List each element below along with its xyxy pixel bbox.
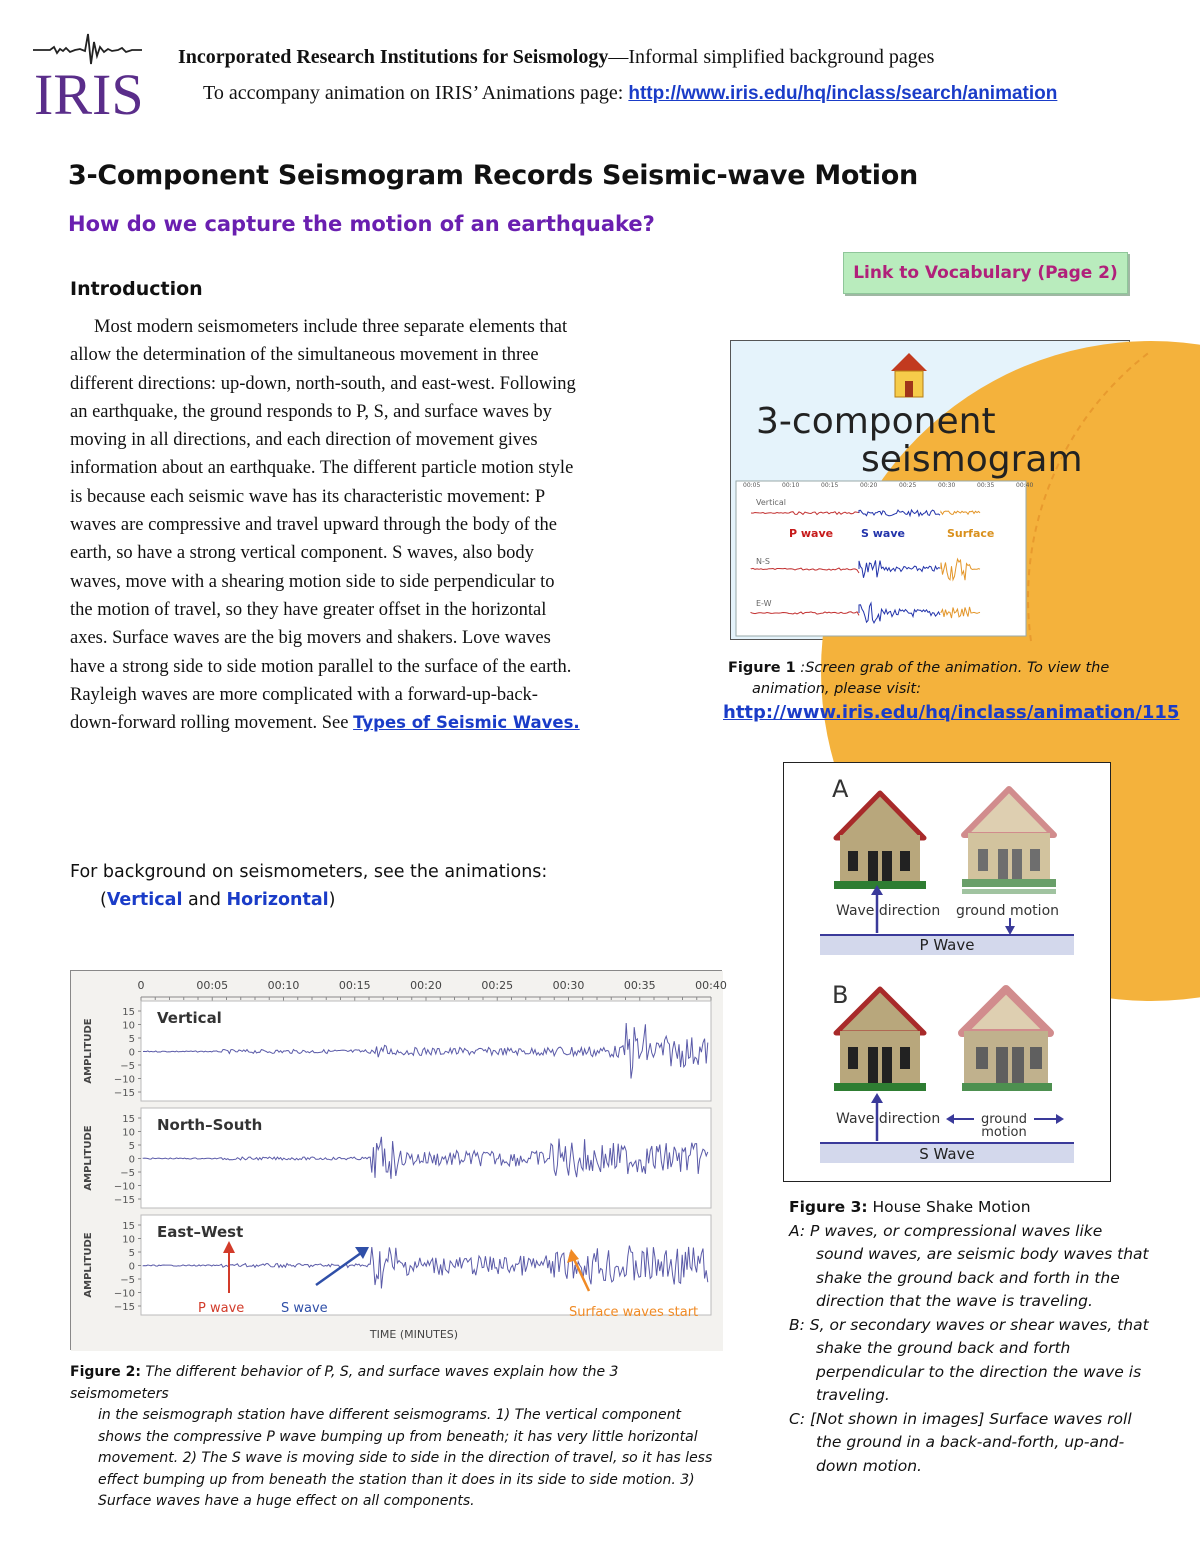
iris-logo bbox=[30, 30, 155, 127]
animations-page-link[interactable]: http://www.iris.edu/hq/inclass/search/animation bbox=[628, 83, 1058, 104]
house-a-shaking-icon bbox=[962, 789, 1056, 894]
fig2-tick-label: 00:40 bbox=[695, 979, 727, 992]
fig2-y-tick-label: −10 bbox=[113, 1074, 135, 1086]
logo-text: IRIS bbox=[34, 62, 144, 127]
org-name: Incorporated Research Institutions for Seismology bbox=[178, 46, 609, 68]
fig2-y-tick-label: 0 bbox=[128, 1047, 135, 1059]
figure-3-graphic bbox=[784, 763, 1112, 1183]
fig3-wave-direction-a: Wave direction bbox=[836, 903, 941, 919]
fig2-surface-label: Surface waves start bbox=[569, 1305, 699, 1320]
fig1-tick-label: 00:30 bbox=[938, 482, 956, 489]
paren-open: ( bbox=[100, 890, 107, 910]
fig3-ground-motion-b1: ground bbox=[981, 1112, 1027, 1127]
fig2-tick-label: 0 bbox=[137, 979, 145, 992]
house-icon bbox=[891, 353, 927, 397]
fig3-wave-direction-b: Wave direction bbox=[836, 1111, 941, 1127]
fig2-y-tick-label: 5 bbox=[128, 1248, 135, 1259]
figure-3-caption bbox=[789, 1196, 1149, 1478]
vocabulary-link-button[interactable]: Link to Vocabulary (Page 2) bbox=[843, 252, 1128, 294]
fig2-y-tick-label: −10 bbox=[113, 1181, 135, 1193]
fig2-panel-title: East–West bbox=[157, 1223, 244, 1241]
horizontal-animation-link[interactable]: Horizontal bbox=[226, 890, 329, 910]
fig2-y-tick-label: −5 bbox=[120, 1275, 135, 1286]
fig2-y-tick-label: 15 bbox=[122, 1007, 135, 1018]
fig2-caption-label: Figure 2: bbox=[70, 1364, 141, 1380]
figure-1-caption bbox=[728, 658, 1148, 700]
background-text: For background on seismometers, see the animations: bbox=[70, 862, 548, 882]
fig3-ground-motion-a: ground motion bbox=[956, 903, 1060, 919]
fig3-caption-item-c bbox=[789, 1408, 1149, 1479]
fig2-y-tick-label: 5 bbox=[128, 1034, 135, 1045]
fig3-caption-label: Figure 3: bbox=[789, 1198, 868, 1216]
fig2-y-axis-label: AMPLITUDE bbox=[83, 1232, 94, 1298]
fig2-caption-text: The different behavior of P, S, and surface waves explain how the 3 seismometers bbox=[70, 1364, 619, 1402]
animation-115-link[interactable]: http://www.iris.edu/hq/inclass/animation/115 bbox=[723, 702, 1180, 723]
fig3-caption-item-a bbox=[789, 1220, 1149, 1314]
vertical-animation-link[interactable]: Vertical bbox=[106, 890, 183, 910]
fig2-x-axis-label: TIME (MINUTES) bbox=[369, 1328, 459, 1341]
fig1-tick-label: 00:20 bbox=[860, 482, 878, 489]
fig2-tick-label: 00:35 bbox=[623, 979, 656, 992]
fig2-y-tick-label: −15 bbox=[113, 1088, 135, 1099]
fig2-y-tick-label: 10 bbox=[122, 1020, 135, 1032]
fig1-tick-label: 00:40 bbox=[1016, 482, 1034, 489]
figure-1-graphic bbox=[731, 341, 1131, 641]
fig3-s-wave-label: S Wave bbox=[919, 1145, 975, 1163]
fig3-p-wave-label: P Wave bbox=[919, 936, 975, 954]
fig2-p-wave-label: P wave bbox=[198, 1301, 245, 1316]
fig1-tick-label: 00:35 bbox=[977, 482, 995, 489]
fig3-item-a-key: A: bbox=[789, 1221, 806, 1240]
iris-logo-graphic bbox=[30, 30, 155, 127]
fig1-tick-label: 00:15 bbox=[821, 482, 839, 489]
accompany-line bbox=[203, 82, 1057, 105]
house-b-shaking-icon bbox=[962, 989, 1052, 1091]
fig3-item-c-key: C: bbox=[789, 1409, 806, 1428]
fig2-panel-title: Vertical bbox=[157, 1009, 222, 1027]
fig1-s-wave-label: S wave bbox=[861, 527, 905, 540]
fig1-title-line1: 3-component bbox=[756, 401, 996, 442]
house-a-still-icon bbox=[834, 793, 926, 889]
fig2-y-axis-label: AMPLITUDE bbox=[83, 1018, 94, 1084]
and-text: and bbox=[182, 890, 227, 910]
fig2-tick-label: 00:10 bbox=[267, 979, 300, 992]
fig3-item-c-text: [Not shown in images] Surface waves roll the ground in a back-and-forth, up-and-down motion. bbox=[805, 1409, 1132, 1475]
fig1-tick-label: 00:10 bbox=[782, 482, 800, 489]
fig1-caption-text: :Screen grab of the animation. To view the bbox=[795, 660, 1110, 676]
figure-2-caption bbox=[70, 1362, 720, 1513]
fig2-y-tick-label: 15 bbox=[122, 1221, 135, 1232]
fig2-tick-label: 00:30 bbox=[552, 979, 585, 992]
fig1-caption-label: Figure 1 bbox=[728, 660, 796, 676]
fig1-caption-text2: animation, please visit: bbox=[752, 681, 921, 697]
fig2-panel bbox=[83, 1001, 711, 1101]
fig2-y-tick-label: 0 bbox=[128, 1154, 135, 1166]
fig3-item-b-key: B: bbox=[789, 1315, 805, 1334]
accompany-text: To accompany animation on IRIS’ Animations page: bbox=[203, 82, 629, 104]
fig2-caption-rest: in the seismograph station have different seismograms. 1) The vertical component shows the compressive P wave bumping up from beneath; it has very little horizontal movement. 2) The S wave is moving side to side in the direction of travel, so it has less effect bumping up from beneath the station than it does in its side to side motion. 3) Surface waves have a huge effect on all components. bbox=[98, 1407, 713, 1509]
fig2-y-tick-label: 15 bbox=[122, 1114, 135, 1125]
fig2-y-tick-label: −15 bbox=[113, 1302, 135, 1313]
org-line bbox=[178, 46, 934, 69]
figure-2-image bbox=[70, 970, 727, 1350]
animation-links bbox=[70, 886, 590, 914]
fig3-caption-item-b bbox=[789, 1314, 1149, 1408]
fig2-tick-label: 00:15 bbox=[338, 979, 371, 992]
fig1-p-wave-label: P wave bbox=[789, 527, 834, 540]
intro-body-text: Most modern seismometers include three separate elements that allow the determination of the simultaneous movement in three different directions: up-down, north-south, and east-west. Following an earthquake, the ground responds to P, S, and surface waves by moving in all directions, and each direction of movement gives information about an earthquake. The different particle motion style is because each seismic wave has its characteristic movement: P waves are compressive and travel upward through the body of the earth, so have a strong vertical component. S waves, also body waves, move with a shearing motion side to side perpendicular to the motion of travel, so they have greater offset in the horizontal axes. Surface waves are the big movers and shakers. Love waves have a strong side to side motion parallel to the surface of the earth. Rayleigh waves are more complicated with a forward-up-back-down-forward rolling movement. See bbox=[70, 317, 576, 734]
fig1-title-line2: seismogram bbox=[861, 439, 1083, 480]
fig2-tick-label: 00:20 bbox=[410, 979, 442, 992]
types-of-seismic-waves-link[interactable]: Types of Seismic Waves. bbox=[353, 713, 580, 733]
fig2-s-wave-label: S wave bbox=[281, 1301, 328, 1316]
background-line bbox=[70, 858, 590, 914]
fig3-caption-title: House Shake Motion bbox=[867, 1198, 1031, 1216]
fig3-item-b-text: S, or secondary waves or shear waves, that shake the ground back and forth perpendicular to the direction the wave is traveling. bbox=[804, 1315, 1149, 1404]
fig3-label-b: B bbox=[832, 981, 849, 1009]
fig1-label-ew: E-W bbox=[756, 599, 772, 608]
fig1-surface-label: Surface bbox=[947, 527, 995, 540]
intro-heading: Introduction bbox=[70, 278, 203, 300]
fig3-ground-motion-b2: motion bbox=[981, 1125, 1027, 1140]
fig1-tick-label: 00:25 bbox=[899, 482, 917, 489]
paren-close: ) bbox=[328, 890, 336, 910]
fig2-panels bbox=[83, 1001, 711, 1315]
fig2-panel bbox=[83, 1108, 711, 1208]
fig3-label-a: A bbox=[832, 775, 849, 803]
figure-2-graphic bbox=[71, 971, 727, 1351]
fig2-panel-title: North–South bbox=[157, 1116, 263, 1134]
figure-3-image bbox=[783, 762, 1111, 1182]
fig1-label-ns: N-S bbox=[756, 557, 770, 566]
fig1-label-vertical: Vertical bbox=[756, 498, 786, 507]
page-title: 3-Component Seismogram Records Seismic-wave Motion bbox=[68, 160, 918, 191]
figure-1-image bbox=[730, 340, 1130, 640]
fig2-y-axis-label: AMPLITUDE bbox=[83, 1125, 94, 1191]
fig2-panel bbox=[83, 1215, 711, 1315]
fig2-y-tick-label: 5 bbox=[128, 1141, 135, 1152]
fig2-tick-label: 00:05 bbox=[196, 979, 229, 992]
org-tagline: —Informal simplified background pages bbox=[608, 46, 935, 68]
page-subtitle: How do we capture the motion of an earthquake? bbox=[68, 212, 655, 236]
fig3-item-a-text: P waves, or compressional waves like sound waves, are seismic body waves that shake the ground back and forth in the direction that the wave is traveling. bbox=[805, 1221, 1149, 1310]
fig2-y-tick-label: −15 bbox=[113, 1195, 135, 1206]
fig2-y-tick-label: −5 bbox=[120, 1061, 135, 1072]
fig2-y-tick-label: −5 bbox=[120, 1168, 135, 1179]
fig2-y-tick-label: −10 bbox=[113, 1288, 135, 1300]
fig2-y-tick-label: 10 bbox=[122, 1234, 135, 1246]
intro-paragraph bbox=[70, 313, 580, 737]
fig2-tick-label: 00:25 bbox=[481, 979, 514, 992]
fig2-y-tick-label: 0 bbox=[128, 1261, 135, 1273]
fig1-tick-label: 00:05 bbox=[743, 482, 761, 489]
fig2-y-tick-label: 10 bbox=[122, 1127, 135, 1139]
